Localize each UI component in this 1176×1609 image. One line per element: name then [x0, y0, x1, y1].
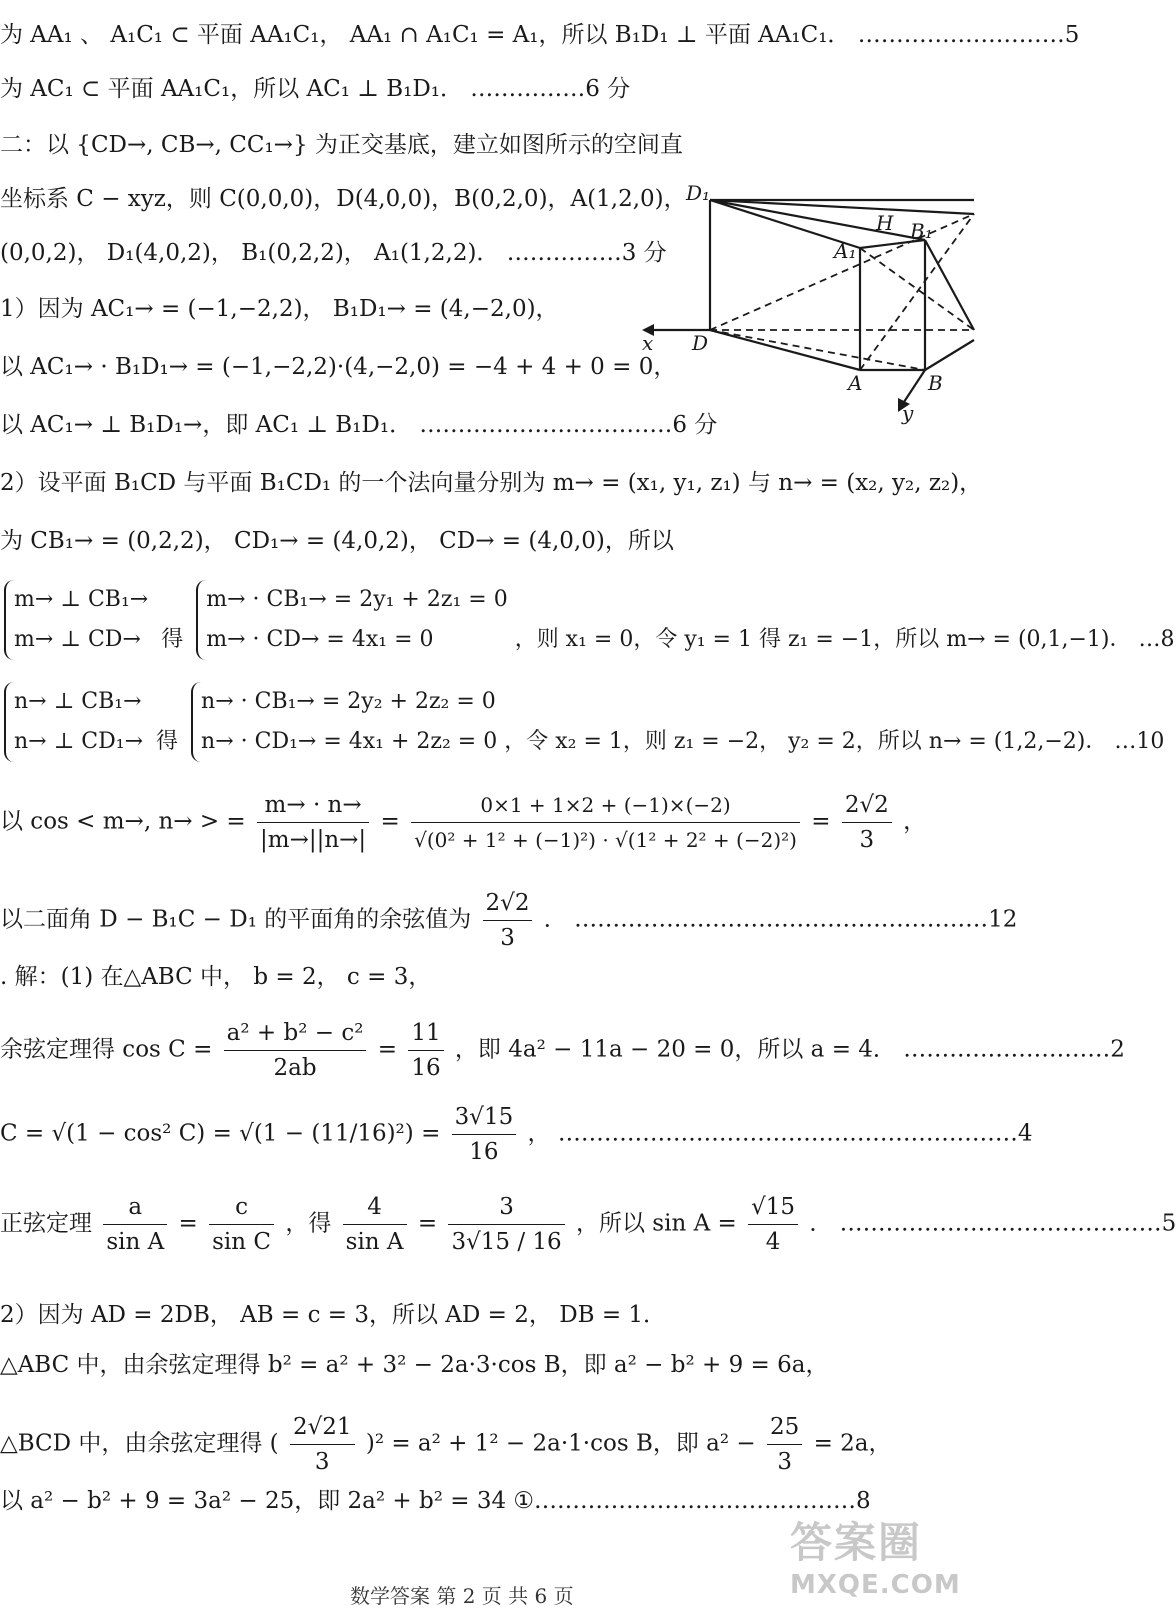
- bcd-middle: )² = a² + 1² − 2a·1·cos B，即 a² −: [365, 1430, 756, 1457]
- cosine-formula-line: [0, 788, 974, 857]
- condition-m-2: m→ ⊥ CD→: [14, 627, 141, 652]
- fraction: [767, 1410, 802, 1479]
- prism-diagram: [640, 170, 974, 440]
- condition-n-1: n→ ⊥ CB₁→: [14, 689, 142, 714]
- score-dots: ． ………………………………………………12: [543, 906, 1018, 933]
- sine-law-line: [0, 1190, 1176, 1259]
- label-d: D: [692, 331, 709, 355]
- text-line-2: 为 AC₁ ⊂ 平面 AA₁C₁，所以 AC₁ ⊥ B₁D₁． ……………6 分: [0, 76, 631, 102]
- equals: =: [417, 1210, 438, 1237]
- bcd-result: = 2a，: [813, 1430, 892, 1457]
- watermark-logo: [790, 1510, 961, 1600]
- sine-law-middle: ，得: [285, 1210, 332, 1237]
- watermark-line-2: MXQE.COM: [790, 1570, 961, 1600]
- fraction: [448, 1190, 564, 1259]
- cosine-law-line: [0, 1016, 1125, 1085]
- denominator: |m→||n→|: [260, 827, 367, 853]
- dihedral-result-line: [0, 886, 1018, 955]
- numerator: 2√21: [290, 1410, 355, 1445]
- text-line-7: 以 AC₁→ · B₁D₁→ = (−1,−2,2)·(4,−2,0) = −4 + 4 + 0 = 0，: [0, 354, 677, 380]
- fraction: [452, 1100, 517, 1169]
- fraction: [411, 788, 800, 857]
- numerator: a² + b² − c²: [224, 1016, 367, 1051]
- denominator: 2ab: [273, 1055, 317, 1081]
- denominator: 3: [859, 827, 875, 853]
- text-line-20: △ABC 中，由余弦定理得 b² = a² + 3² − 2a·3·cos B，即 a² − b² + 9 = 6a，: [0, 1352, 829, 1378]
- fraction: [103, 1190, 167, 1259]
- denominator: 3: [500, 925, 515, 951]
- equals: =: [178, 1210, 198, 1237]
- sine-law-middle-2: ，所以 sin A =: [575, 1210, 737, 1237]
- fraction: [257, 788, 369, 857]
- result-n: ，令 x₂ = 1，则 z₁ = −2， y₂ = 2，所以 n→ = (1,2,−2)． …10: [504, 729, 1165, 754]
- numerator: 11: [408, 1016, 443, 1051]
- text-line-10: 为 CB₁→ = (0,2,2)， CD₁→ = (4,0,2)， CD→ = (4,0,0)，所以: [0, 528, 674, 554]
- numerator: 4: [343, 1190, 407, 1225]
- score-dots: ． ……………………………………5: [809, 1210, 1176, 1237]
- numerator: 3: [448, 1190, 564, 1225]
- score-dots: ， ……………………………………………………4: [527, 1120, 1033, 1147]
- denominator: sin A: [345, 1229, 404, 1255]
- condition-system-n: [4, 682, 1164, 762]
- numerator: 3√15: [452, 1100, 517, 1135]
- equation-n-1: n→ · CB₁→ = 2y₂ + 2z₂ = 0: [201, 689, 496, 714]
- bcd-prefix: △BCD 中，由余弦定理得 (: [0, 1430, 279, 1457]
- fraction: [408, 1016, 443, 1085]
- cosine-law-prefix: 余弦定理得 cos C =: [0, 1036, 213, 1063]
- text-line-19: 2）因为 AD = 2DB， AB = c = 3，所以 AD = 2， DB = 1．: [0, 1302, 667, 1328]
- numerator: 2√2: [483, 886, 533, 921]
- denominator: sin A: [106, 1229, 165, 1255]
- text-line-4: 坐标系 C − xyz，则 C(0,0,0)，D(4,0,0)，B(0,2,0)，A(1,2,0)，: [0, 186, 687, 212]
- sin-c-line: [0, 1100, 1033, 1169]
- equation-m-2: m→ · CD→ = 4x₁ = 0: [206, 627, 434, 652]
- numerator: 2√2: [842, 788, 892, 823]
- dashed-a1-c: [860, 248, 974, 330]
- page-footer: 数学答案 第 2 页 共 6 页: [350, 1584, 574, 1608]
- dashed-db: [710, 330, 925, 370]
- denominator: 3√15 / 16: [451, 1229, 562, 1255]
- brace-left: [191, 682, 497, 762]
- text-line-9: 2）设平面 B₁CD 与平面 B₁CD₁ 的一个法向量分别为 m→ = (x₁, y₁, z₁) 与 n→ = (x₂, y₂, z₂)，: [0, 470, 983, 496]
- denominator: 3: [777, 1449, 792, 1475]
- condition-system-m: [4, 580, 1175, 660]
- text-line-5: (0,0,2)， D₁(4,0,2)， B₁(0,2,2)， A₁(1,2,2)． ……………3 分: [0, 240, 667, 266]
- denominator: 16: [469, 1139, 499, 1165]
- sin-c-prefix: C = √(1 − cos² C) = √(1 − (11/16)²) =: [0, 1120, 441, 1147]
- comma: ，: [903, 808, 927, 835]
- equals: =: [377, 1036, 398, 1063]
- denominator: 3: [314, 1449, 330, 1475]
- text-line-3: 二：以 {CD→, CB→, CC₁→} 为正交基底，建立如图所示的空间直: [0, 132, 683, 158]
- label-b1: B₁: [910, 219, 933, 243]
- label-y: y: [902, 401, 914, 425]
- condition-n-2: n→ ⊥ CD₁→: [14, 729, 144, 754]
- fraction: [209, 1190, 274, 1259]
- brace-left: [4, 580, 148, 660]
- numerator: 25: [767, 1410, 802, 1445]
- fraction: [748, 1190, 798, 1259]
- triangle-bcd-line: [0, 1410, 974, 1479]
- equals: =: [380, 808, 400, 835]
- brace-left: [4, 682, 143, 762]
- label-b: B: [928, 371, 943, 395]
- numerator: c: [209, 1190, 274, 1225]
- edge-da: [710, 330, 860, 370]
- conclude-word: 得: [161, 627, 184, 652]
- fraction: [290, 1410, 355, 1479]
- equation-m-1: m→ · CB₁→ = 2y₁ + 2z₁ = 0: [206, 587, 508, 612]
- condition-m-1: m→ ⊥ CB₁→: [14, 587, 149, 612]
- equals: =: [811, 808, 831, 835]
- fraction: [842, 788, 892, 857]
- edge-b1-c: [925, 240, 974, 330]
- dihedral-prefix: 以二面角 D − B₁C − D₁ 的平面角的余弦值为: [0, 906, 472, 933]
- result-m: ，则 x₁ = 0，令 y₁ = 1 得 z₁ = −1，所以 m→ = (0,1,−1)． …8: [514, 627, 1175, 652]
- conclude-word: 得: [156, 729, 179, 754]
- denominator: √(0² + 1² + (−1)²) · √(1² + 2² + (−2)²): [414, 828, 797, 852]
- fraction: [224, 1016, 367, 1085]
- sine-law-prefix: 正弦定理: [0, 1210, 92, 1237]
- numerator: m→ · n→: [257, 788, 369, 823]
- label-a: A: [848, 371, 863, 395]
- brace-left: [196, 580, 507, 660]
- label-a1: A₁: [834, 239, 857, 263]
- numerator: 0×1 + 1×2 + (−1)×(−2): [411, 788, 800, 823]
- text-line-22: 以 a² − b² + 9 = 3a² − 25，即 2a² + b² = 34 ①……………………………………8: [0, 1488, 871, 1514]
- equation-n-2: n→ · CD₁→ = 4x₁ + 2z₂ = 0: [201, 729, 498, 754]
- label-x: x: [642, 331, 654, 355]
- numerator: a: [103, 1190, 167, 1225]
- dashed-d-c1: [710, 214, 974, 330]
- denominator: sin C: [212, 1229, 272, 1255]
- text-line-8: 以 AC₁→ ⊥ B₁D₁→，即 AC₁ ⊥ B₁D₁． ……………………………6 分: [0, 412, 718, 438]
- text-line-1: 为 AA₁ 、 A₁C₁ ⊂ 平面 AA₁C₁， AA₁ ∩ A₁C₁ = A₁，所以 B₁D₁ ⊥ 平面 AA₁C₁． ………………………5: [0, 22, 1080, 48]
- label-h: H: [876, 211, 894, 235]
- watermark-line-1: 答案圈: [790, 1518, 923, 1567]
- text-line-6: 1）因为 AC₁→ = (−1,−2,2)， B₁D₁→ = (4,−2,0)，: [0, 296, 559, 322]
- edge-bc: [925, 340, 974, 370]
- fraction: [343, 1190, 407, 1259]
- cos-prefix: 以 cos < m→, n→ > =: [0, 808, 246, 835]
- cosine-law-result: ，即 4a² − 11a − 20 = 0，所以 a = 4． ………………………2: [454, 1036, 1125, 1063]
- denominator: 4: [765, 1229, 781, 1255]
- label-d1: D₁: [686, 181, 711, 205]
- problem-heading: . 解：(1) 在△ABC 中， b = 2， c = 3，: [0, 964, 432, 990]
- numerator: √15: [748, 1190, 798, 1225]
- fraction: [483, 886, 533, 955]
- axis-y: [902, 370, 925, 405]
- denominator: 16: [411, 1055, 441, 1081]
